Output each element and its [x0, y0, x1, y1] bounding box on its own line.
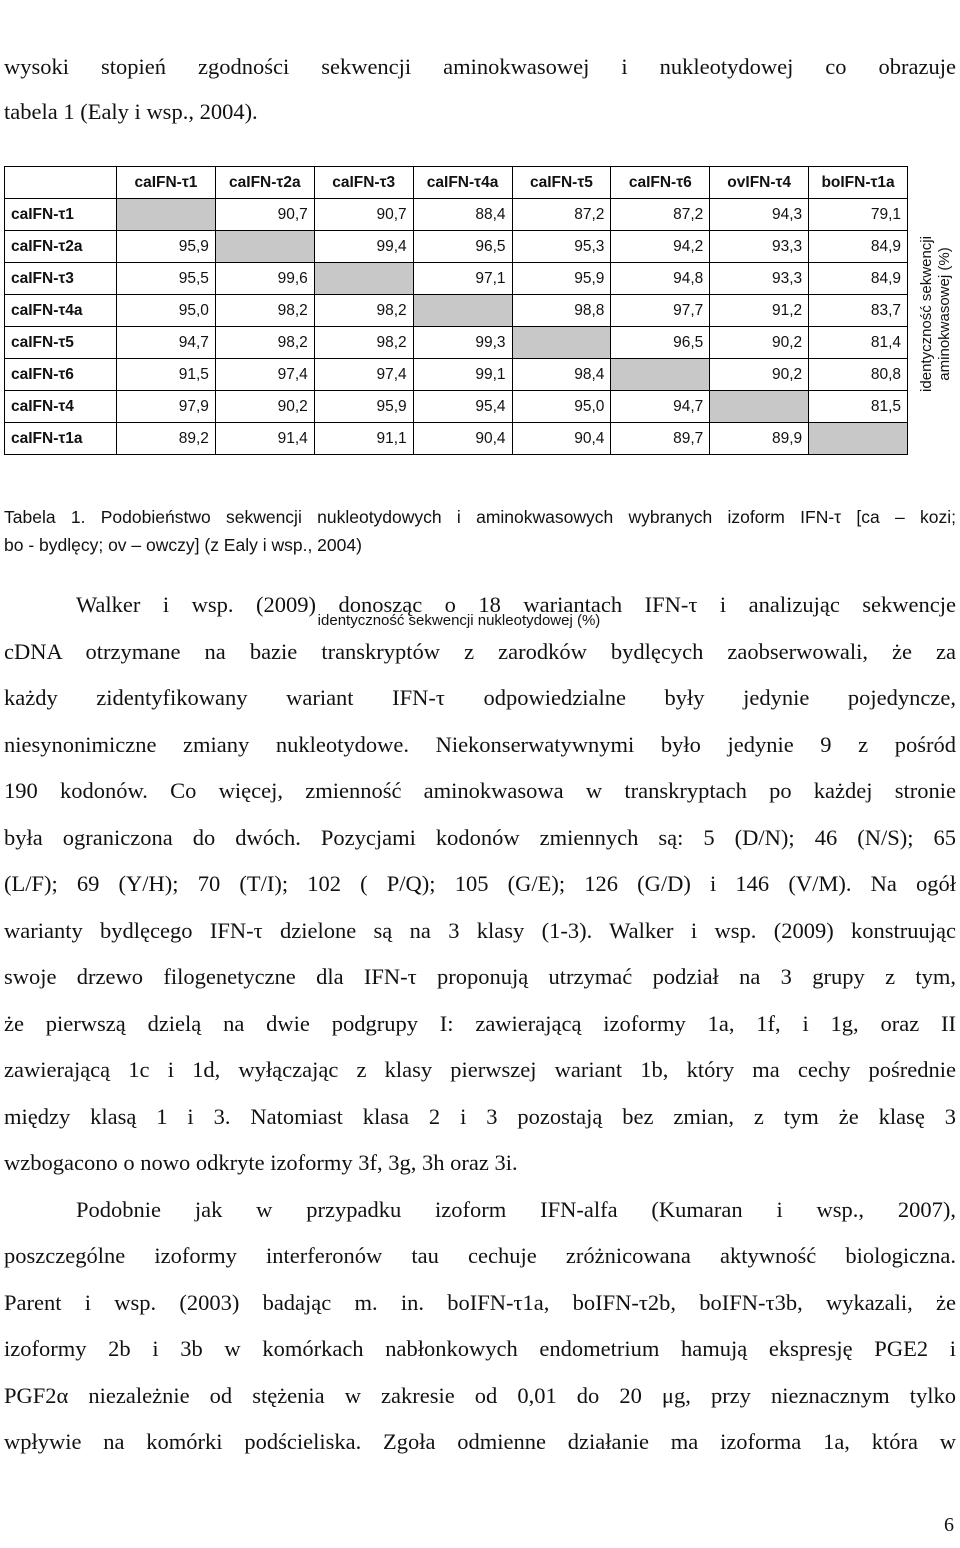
table-cell: 83,7	[809, 295, 908, 327]
diagonal-cell	[215, 231, 314, 263]
table-cell: 98,8	[512, 295, 611, 327]
table-row	[5, 327, 908, 359]
table-cell: 94,2	[611, 231, 710, 263]
table-cell: 90,4	[512, 423, 611, 455]
table-cell: 94,7	[117, 327, 216, 359]
nucleotide-identity-axis-label: identyczność sekwencji nukleotydowej (%)	[317, 612, 601, 629]
body-line: że pierwszą dzielą na dwie podgrupy I: zawierającą izoformy 1a, 1f, i 1g, oraz II	[4, 1010, 956, 1036]
table-cell: 94,7	[611, 391, 710, 423]
row-header: caIFN-τ5	[5, 327, 117, 359]
table-cell: 95,9	[314, 391, 413, 423]
table-cell: 80,8	[809, 359, 908, 391]
column-header: caIFN-τ2a	[215, 167, 314, 199]
table-cell: 89,2	[117, 423, 216, 455]
body-line: cDNA otrzymane na bazie transkryptów z zarodków bydlęcych zaobserwowali, że za	[4, 638, 956, 664]
row-header: caIFN-τ3	[5, 263, 117, 295]
table-cell: 95,4	[413, 391, 512, 423]
amino-acid-identity-axis-text	[918, 236, 954, 392]
column-header: ovIFN-τ4	[710, 167, 809, 199]
caption-line: Tabela 1. Podobieństwo sekwencji nukleotydowych i aminokwasowych wybranych izoform IFN-τ [ca – kozi;	[4, 507, 956, 527]
table-cell: 88,4	[413, 199, 512, 231]
body-line: warianty bydlęcego IFN-τ dzielone są na 3 klasy (1-3). Walker i wsp. (2009) konstruując	[4, 917, 956, 943]
table-cell: 98,2	[314, 295, 413, 327]
intro-paragraph	[4, 44, 956, 134]
table-cell: 89,7	[611, 423, 710, 455]
page-number: 6	[944, 1514, 954, 1536]
diagonal-cell	[809, 423, 908, 455]
table-cell: 93,3	[710, 263, 809, 295]
caption-line: bo - bydlęcy; ov – owczy] (z Ealy i wsp., 2004)	[4, 535, 362, 555]
body-line: zawierającą 1c i 1d, wyłączając z klasy pierwszej wariant 1b, który ma cechy pośrednie	[4, 1057, 956, 1082]
table-cell: 90,2	[215, 391, 314, 423]
diagonal-cell	[117, 199, 216, 231]
similarity-matrix-table	[4, 166, 908, 455]
table-cell: 99,3	[413, 327, 512, 359]
table-cell: 96,5	[611, 327, 710, 359]
diagonal-cell	[710, 391, 809, 423]
row-header: caIFN-τ1	[5, 199, 117, 231]
table-row	[5, 199, 908, 231]
table-cell: 98,2	[215, 295, 314, 327]
table-cell: 94,3	[710, 199, 809, 231]
body-line: była ograniczona do dwóch. Pozycjami kodonów zmiennych są: 5 (D/N); 46 (N/S); 65	[4, 824, 956, 850]
table-cell: 95,3	[512, 231, 611, 263]
table-cell: 90,7	[314, 199, 413, 231]
table-cell: 98,4	[512, 359, 611, 391]
table-cell: 95,5	[117, 263, 216, 295]
intro-line: tabela 1 (Ealy i wsp., 2004).	[4, 99, 258, 124]
table-cell: 97,1	[413, 263, 512, 295]
column-header: caIFN-τ1	[117, 167, 216, 199]
table-cell: 81,5	[809, 391, 908, 423]
table-cell: 99,6	[215, 263, 314, 295]
body-line: PGF2α niezależnie od stężenia w zakresie od 0,01 do 20 μg, przy nieznacznym tylko	[4, 1382, 956, 1408]
table-cell: 98,2	[215, 327, 314, 359]
body-line: poszczególne izoformy interferonów tau cechuje zróżnicowana aktywność biologiczna.	[4, 1243, 956, 1268]
diagonal-cell	[611, 359, 710, 391]
diagonal-cell	[413, 295, 512, 327]
table-cell: 96,5	[413, 231, 512, 263]
body-line: Walker i wsp. (2009) donosząc o 18 wariantach IFN-τ i analizując sekwencje	[76, 592, 956, 617]
table-cell: 99,1	[413, 359, 512, 391]
table-cell: 93,3	[710, 231, 809, 263]
table-cell: 91,4	[215, 423, 314, 455]
column-header: caIFN-τ6	[611, 167, 710, 199]
axis-label-line: aminokwasowej (%)	[936, 247, 953, 381]
table-cell: 97,4	[215, 359, 314, 391]
table-caption	[4, 503, 956, 559]
column-header: caIFN-τ3	[314, 167, 413, 199]
body-line: (L/F); 69 (Y/H); 70 (T/I); 102 ( P/Q); 105 (G/E); 126 (G/D) i 146 (V/M). Na ogół	[4, 871, 956, 896]
table-row	[5, 423, 908, 455]
row-header: caIFN-τ4	[5, 391, 117, 423]
table-cell: 90,7	[215, 199, 314, 231]
diagonal-cell	[314, 263, 413, 295]
table-cell: 84,9	[809, 231, 908, 263]
table-cell: 97,7	[611, 295, 710, 327]
row-header: caIFN-τ4a	[5, 295, 117, 327]
table-row	[5, 231, 908, 263]
row-header: caIFN-τ1a	[5, 423, 117, 455]
table-cell: 95,0	[512, 391, 611, 423]
body-line: każdy zidentyfikowany wariant IFN-τ odpowiedzialne były jedynie pojedyncze,	[4, 685, 956, 710]
column-header: caIFN-τ4a	[413, 167, 512, 199]
table-cell: 98,2	[314, 327, 413, 359]
table-cell: 94,8	[611, 263, 710, 295]
column-header: boIFN-τ1a	[809, 167, 908, 199]
row-header: caIFN-τ6	[5, 359, 117, 391]
intro-line: wysoki stopień zgodności sekwencji aminokwasowej i nukleotydowej co obrazuje	[4, 54, 956, 79]
table-row	[5, 359, 908, 391]
table-cell: 90,2	[710, 359, 809, 391]
table-row	[5, 263, 908, 295]
table-cell: 87,2	[611, 199, 710, 231]
body-line: Podobnie jak w przypadku izoform IFN-alfa (Kumaran i wsp., 2007),	[76, 1196, 956, 1222]
body-line: 190 kodonów. Co więcej, zmienność aminokwasowa w transkryptach po każdej stronie	[4, 778, 956, 803]
table-corner-cell	[5, 167, 117, 199]
table-cell: 97,4	[314, 359, 413, 391]
table-cell: 95,0	[117, 295, 216, 327]
table-cell: 79,1	[809, 199, 908, 231]
diagonal-cell	[512, 327, 611, 359]
table-header-row	[5, 167, 908, 199]
table-cell: 87,2	[512, 199, 611, 231]
table-cell: 91,5	[117, 359, 216, 391]
body-line: niesynonimiczne zmiany nukleotydowe. Niekonserwatywnymi było jedynie 9 z pośród	[4, 731, 956, 757]
table-cell: 91,2	[710, 295, 809, 327]
row-header: caIFN-τ2a	[5, 231, 117, 263]
body-line: wzbogacono o nowo odkryte izoformy 3f, 3g, 3h oraz 3i.	[4, 1150, 518, 1175]
table-cell: 89,9	[710, 423, 809, 455]
table-cell: 90,4	[413, 423, 512, 455]
body-line: izoformy 2b i 3b w komórkach nabłonkowych endometrium hamują ekspresję PGE2 i	[4, 1336, 956, 1361]
body-line: wpływie na komórki podścieliska. Zgoła odmienne działanie ma izoforma 1a, która w	[4, 1429, 956, 1454]
body-line: między klasą 1 i 3. Natomiast klasa 2 i 3 pozostają bez zmian, z tym że klasę 3	[4, 1103, 956, 1129]
table-row	[5, 391, 908, 423]
column-header: caIFN-τ5	[512, 167, 611, 199]
table-cell: 99,4	[314, 231, 413, 263]
body-line: swoje drzewo filogenetyczne dla IFN-τ proponują utrzymać podział na 3 grupy z tym,	[4, 964, 956, 989]
table-cell: 95,9	[117, 231, 216, 263]
table-cell: 95,9	[512, 263, 611, 295]
table-cell: 81,4	[809, 327, 908, 359]
body-text	[4, 582, 956, 1466]
table-cell: 90,2	[710, 327, 809, 359]
body-line: Parent i wsp. (2003) badając m. in. boIFN-τ1a, boIFN-τ2b, boIFN-τ3b, wykazali, że	[4, 1289, 956, 1315]
amino-acid-identity-axis-label	[914, 214, 958, 414]
table-cell: 84,9	[809, 263, 908, 295]
table-cell: 91,1	[314, 423, 413, 455]
axis-label-line: identyczność sekwencji	[918, 236, 935, 392]
table-cell: 97,9	[117, 391, 216, 423]
table-row	[5, 295, 908, 327]
